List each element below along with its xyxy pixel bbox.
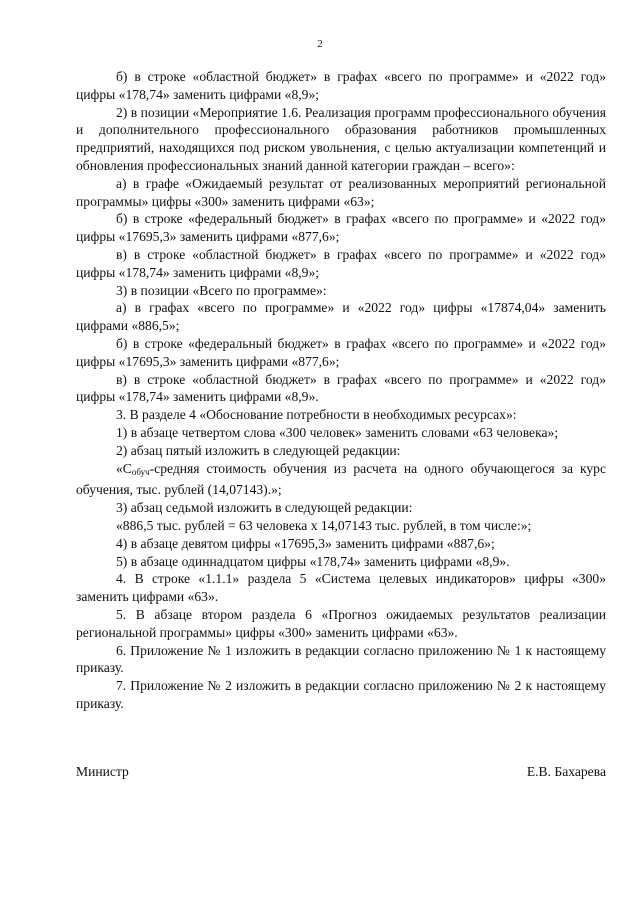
paragraph: 1) в абзаце четвертом слова «300 человек» заменить словами «63 человека»; <box>116 424 559 440</box>
paragraph: 5. В абзаце втором раздела 6 «Прогноз ожидаемых результатов реализации региональной программы» цифры «300» заменить цифрами «63». <box>76 606 606 640</box>
paragraph: 4. В строке «1.1.1» раздела 5 «Система целевых индикаторов» цифры «300» заменить цифрами «63». <box>76 571 606 605</box>
page-number: 2 <box>317 38 323 50</box>
formula-open: «С <box>116 460 132 476</box>
signatory-name: Е.В. Бахарева <box>526 764 606 779</box>
formula-paragraph <box>76 460 606 500</box>
paragraph: в) в строке «областной бюджет» в графах «всего по программе» и «2022 год» цифры «178,74» заменить цифрами «8,9». <box>76 371 606 405</box>
formula-rest: -средняя стоимость обучения из расчета на одного обучающегося за курс обучения, тыс. рублей (14,07143).»; <box>76 460 606 498</box>
paragraph: 6. Приложение № 1 изложить в редакции согласно приложению № 1 к настоящему приказу. <box>76 642 606 676</box>
paragraph: а) в графе «Ожидаемый результат от реализованных мероприятий региональной программы» цифры «300» заменить цифрами «63»; <box>76 175 606 209</box>
signature-block <box>76 764 606 780</box>
paragraph: 2) абзац пятый изложить в следующей редакции: <box>116 442 401 458</box>
paragraph: 3. В разделе 4 «Обоснование потребности в необходимых ресурсах»: <box>116 407 517 423</box>
paragraph: 7. Приложение № 2 изложить в редакции согласно приложению № 2 к настоящему приказу. <box>76 678 606 711</box>
paragraph: «886,5 тыс. рублей = 63 человека х 14,07143 тыс. рублей, в том числе:»; <box>116 517 532 533</box>
document-body <box>76 68 606 713</box>
paragraph: 4) в абзаце девятом цифры «17695,3» заменить цифрами «887,6»; <box>116 535 495 551</box>
paragraph: б) в строке «федеральный бюджет» в графах «всего по программе» и «2022 год» цифры «17695,3» заменить цифрами «877,6»; <box>76 211 606 245</box>
paragraph: 2) в позиции «Мероприятие 1.6. Реализация программ профессионального обучения и дополнительного профессионального образования работников промышленных предприятий, находящихся под риском увольнения, с целью актуализации компетенций и обновления профессиональных знаний данной категории граждан – всего»: <box>76 104 606 173</box>
paragraph: 5) в абзаце одиннадцатом цифры «178,74» заменить цифрами «8,9». <box>116 553 510 569</box>
paragraph: б) в строке «федеральный бюджет» в графах «всего по программе» и «2022 год» цифры «17695,3» заменить цифрами «877,6»; <box>76 335 606 369</box>
paragraph: в) в строке «областной бюджет» в графах «всего по программе» и «2022 год» цифры «178,74» заменить цифрами «8,9»; <box>76 246 606 280</box>
signatory-position: Министр <box>76 764 129 779</box>
paragraph: б) в строке «областной бюджет» в графах «всего по программе» и «2022 год» цифры «178,74» заменить цифрами «8,9»; <box>76 69 606 102</box>
paragraph: 3) в позиции «Всего по программе»: <box>116 282 327 298</box>
paragraph: 3) абзац седьмой изложить в следующей редакции: <box>116 500 413 516</box>
formula-subscript: обуч <box>131 466 150 477</box>
paragraph: а) в графах «всего по программе» и «2022 год» цифры «17874,04» заменить цифрами «886,5»; <box>76 300 606 334</box>
